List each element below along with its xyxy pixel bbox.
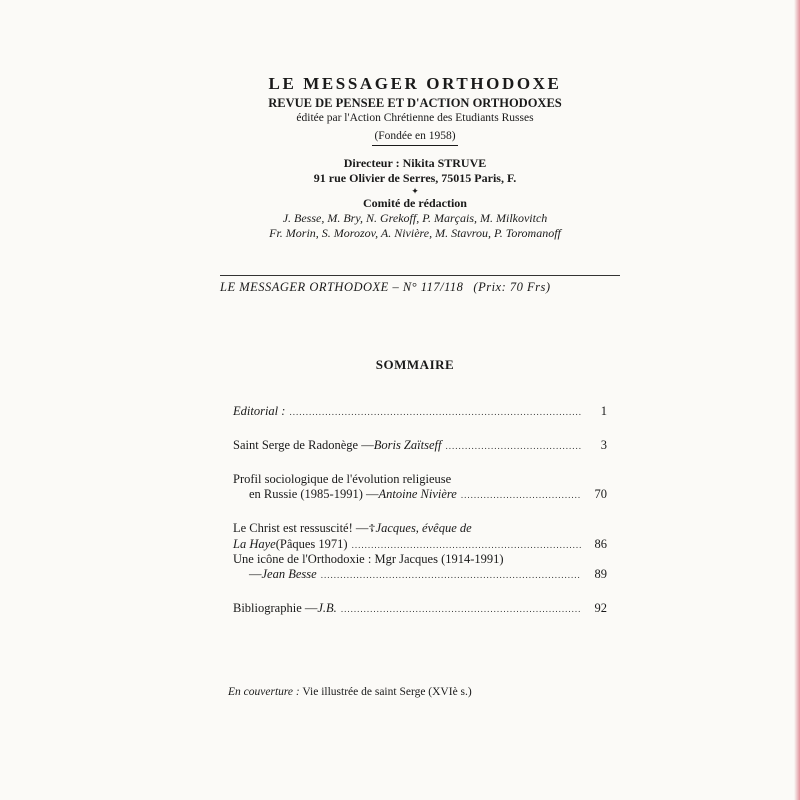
toc-title: Le Christ est ressuscité! —	[233, 521, 369, 535]
toc-page: 1	[600, 404, 607, 418]
toc-author: J.B.	[317, 601, 337, 615]
toc-author: Jacques, évêque de	[375, 521, 472, 535]
publisher-line: éditée par l'Action Chrétienne des Etudiants Russes	[296, 112, 534, 124]
toc-title: Editorial :	[233, 404, 286, 418]
cover-label: En couverture :	[228, 686, 300, 698]
leader-dots	[341, 601, 581, 616]
toc-title: Bibliographie —	[233, 601, 318, 615]
director-line: Directeur : Nikita STRUVE	[343, 156, 487, 170]
issue-price: (Prix: 70 Frs)	[473, 280, 551, 294]
masthead	[180, 74, 650, 241]
toc-page: 86	[594, 537, 607, 551]
toc-entry-profil	[233, 472, 607, 502]
issue-number: LE MESSAGER ORTHODOXE – N° 117/118	[220, 280, 464, 294]
table-of-contents	[233, 404, 607, 616]
leader-dots	[445, 438, 581, 453]
toc-author: Boris Zaïtseff	[373, 438, 442, 452]
journal-subtitle: REVUE DE PENSEE ET D'ACTION ORTHODOXES	[268, 96, 562, 110]
toc-title-cont: (Pâques 1971)	[275, 537, 348, 551]
toc-entry-serge	[233, 438, 607, 453]
toc-title: Une icône de l'Orthodoxie : Mgr Jacques (1914-1991)	[233, 552, 504, 566]
toc-title-cont: en Russie (1985-1991) —	[249, 487, 379, 501]
toc-title: Profil sociologique de l'évolution religieuse	[233, 472, 452, 486]
leader-dots	[352, 537, 581, 552]
founded-line: (Fondée en 1958)	[372, 129, 457, 146]
separator-star-icon: ✦	[411, 186, 419, 196]
toc-page: 3	[600, 438, 607, 452]
leader-dots	[321, 567, 581, 582]
toc-entry-christ	[233, 521, 607, 552]
toc-title: Saint Serge de Radonège —	[233, 438, 374, 452]
cover-note	[228, 686, 472, 698]
cross-icon: ☦	[368, 523, 376, 535]
toc-page: 92	[594, 601, 607, 615]
cover-text: Vie illustrée de saint Serge (XVIè s.)	[299, 686, 472, 698]
committee-members-1: J. Besse, M. Bry, N. Grekoff, P. Marçais, M. Milkovitch	[282, 211, 548, 225]
leader-dots	[289, 404, 581, 419]
page-edge	[794, 0, 800, 800]
toc-page: 70	[594, 487, 607, 501]
toc-author: Antoine Nivière	[378, 487, 457, 501]
toc-dash: —	[249, 567, 262, 581]
toc-author-cont: La Haye	[233, 537, 276, 551]
toc-entry-editorial	[233, 404, 607, 419]
leader-dots	[461, 487, 581, 502]
toc-entry-bibliographie	[233, 601, 607, 616]
toc-entry-icone	[233, 552, 607, 582]
committee-heading: Comité de rédaction	[363, 196, 467, 210]
committee-members-2: Fr. Morin, S. Morozov, A. Nivière, M. Stavrou, P. Toromanoff	[269, 226, 561, 240]
toc-page: 89	[594, 567, 607, 581]
sommaire-heading: SOMMAIRE	[375, 357, 455, 372]
issue-line	[220, 275, 620, 295]
toc-author: Jean Besse	[261, 567, 317, 581]
address-line: 91 rue Olivier de Serres, 75015 Paris, F.	[313, 171, 517, 185]
journal-title: LE MESSAGER ORTHODOXE	[268, 74, 562, 93]
